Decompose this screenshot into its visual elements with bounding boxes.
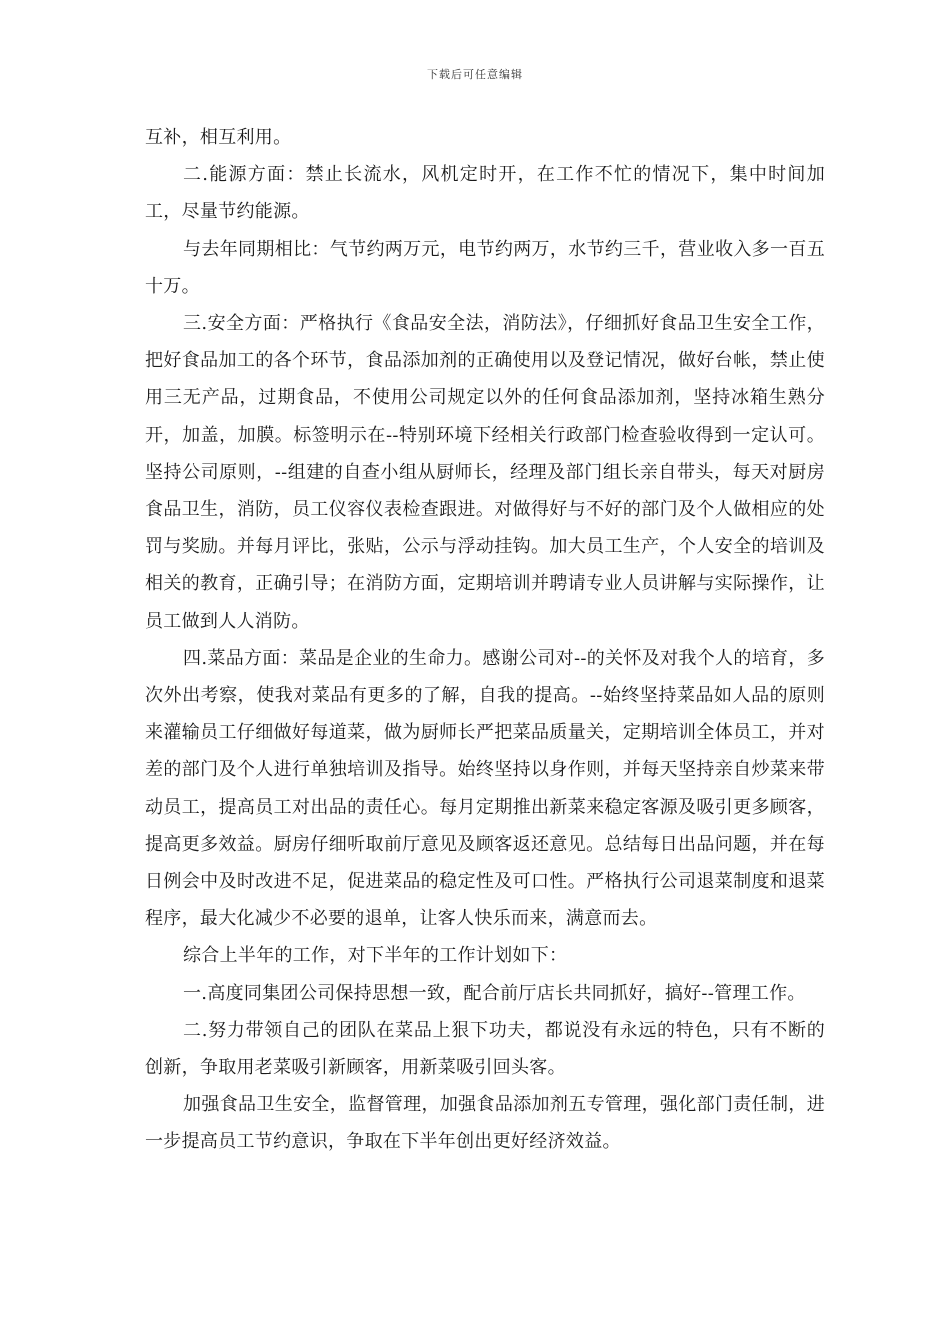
paragraph-comparison: 与去年同期相比：气节约两万元，电节约两万，水节约三千，营业收入多一百五十万。 (145, 238, 825, 297)
paragraph-continuation: 互补，相互利用。 (145, 127, 292, 148)
page-header: 下载后可任意编辑 (427, 68, 523, 81)
paragraph-energy: 二.能源方面：禁止长流水，风机定时开，在工作不忙的情况下，集中时间加工，尽量节约能源。 (145, 164, 825, 223)
paragraph-plan-three: 加强食品卫生安全，监督管理，加强食品添加剂五专管理，强化部门责任制，进一步提高员工节约意识，争取在下半年创出更好经济效益。 (145, 1094, 825, 1153)
paragraph-dishes: 四.菜品方面：菜品是企业的生命力。感谢公司对--的关怀及对我个人的培育，多次外出考察，使我对菜品有更多的了解，自我的提高。--始终坚持菜品如人品的原则来灌输员工仔细做好每道菜，做为厨师长严把菜品质量关，定期培训全体员工，并对差的部门及个人进行单独培训及指导。始终坚持以身作则，并每天坚持亲自炒菜来带动员工，提高员工对出品的责任心。每月定期推出新菜来稳定客源及吸引更多顾客，提高更多效益。厨房仔细听取前厅意见及顾客返还意见。总结每日出品问题，并在每日例会中及时改进不足，促进菜品的稳定性及可口性。严格执行公司退菜制度和退菜程序，最大化减少不必要的退单，让客人快乐而来，满意而去。 (145, 647, 825, 930)
paragraph-safety: 三.安全方面：严格执行《食品安全法，消防法》，仔细抓好食品卫生安全工作，把好食品加工的各个环节，食品添加剂的正确使用以及登记情况，做好台帐，禁止使用三无产品，过期食品，不使用公司规定以外的任何食品添加剂，坚持冰箱生熟分开，加盖，加膜。标签明示在--特别环境下经相关行政部门检查验收得到一定认可。坚持公司原则，--组建的自查小组从厨师长，经理及部门组长亲自带头，每天对厨房食品卫生，消防，员工仪容仪表检查跟进。对做得好与不好的部门及个人做相应的处罚与奖励。并每月评比，张贴，公示与浮动挂钩。加大员工生产，个人安全的培训及相关的教育，正确引导；在消防方面，定期培训并聘请专业人员讲解与实际操作，让员工做到人人消防。 (145, 313, 825, 632)
document-body (145, 119, 825, 1161)
paragraph-plan-two: 二.努力带领自己的团队在菜品上狠下功夫，都说没有永远的特色，只有不断的创新，争取用老菜吸引新顾客，用新菜吸引回头客。 (145, 1019, 825, 1079)
paragraph-plan-intro: 综合上半年的工作，对下半年的工作计划如下： (183, 945, 568, 967)
paragraph-plan-one: 一.高度同集团公司保持思想一致，配合前厅店长共同抓好，搞好--管理工作。 (183, 982, 806, 1004)
